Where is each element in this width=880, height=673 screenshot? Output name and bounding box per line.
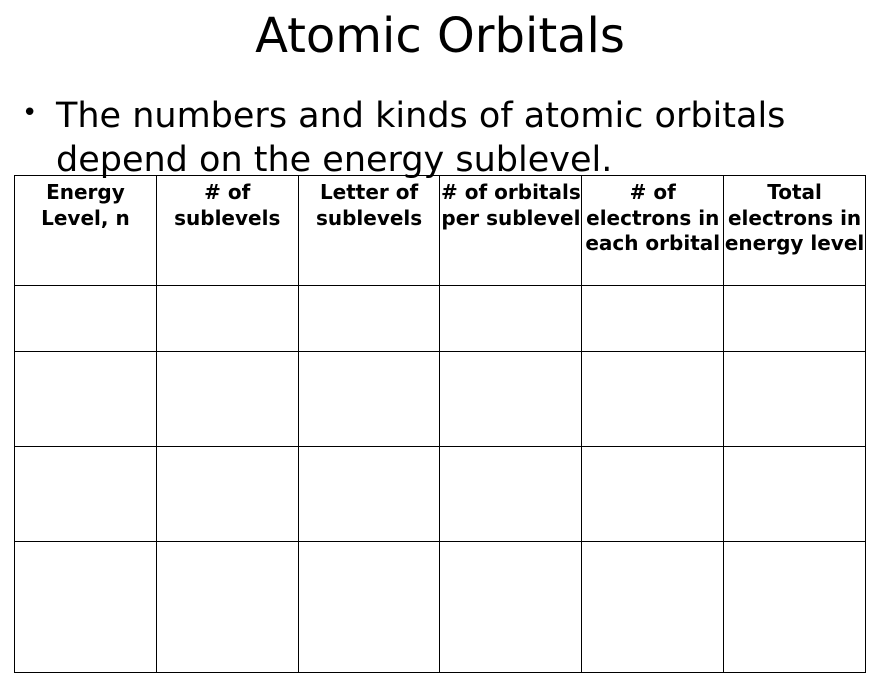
table-cell[interactable] [582,352,724,447]
slide-title: Atomic Orbitals [255,8,625,64]
table-cell[interactable] [440,447,582,542]
header-letter-sublevels: Letter of sublevels [298,176,440,286]
table-cell[interactable] [724,286,866,352]
table-cell[interactable] [15,542,157,673]
table-cell[interactable] [724,447,866,542]
table-cell[interactable] [298,542,440,673]
table-cell[interactable] [15,447,157,542]
table-cell[interactable] [724,352,866,447]
bullet-icon: • [22,98,38,128]
table-cell[interactable] [440,542,582,673]
table-cell[interactable] [582,447,724,542]
orbital-table [14,175,866,673]
table-cell[interactable] [156,286,298,352]
table-cell[interactable] [156,447,298,542]
table-cell[interactable] [582,286,724,352]
header-electrons-per-orbital: # of electrons in each orbital [582,176,724,286]
table-cell[interactable] [440,352,582,447]
table-cell[interactable] [298,352,440,447]
table-cell[interactable] [440,286,582,352]
table-cell[interactable] [298,286,440,352]
header-energy-level: Energy Level, n [15,176,157,286]
header-num-sublevels: # of sublevels [156,176,298,286]
table-row [15,352,866,447]
table-row [15,286,866,352]
header-orbitals-per-sublevel: # of orbitals per sublevel [440,176,582,286]
table-cell[interactable] [156,542,298,673]
table-header-row [15,176,866,286]
table-row [15,542,866,673]
header-total-electrons: Total electrons in energy level [724,176,866,286]
table-cell[interactable] [724,542,866,673]
table-cell[interactable] [582,542,724,673]
table-cell[interactable] [15,286,157,352]
table-cell[interactable] [15,352,157,447]
table-cell[interactable] [156,352,298,447]
table-row [15,447,866,542]
table-cell[interactable] [298,447,440,542]
bullet-text: The numbers and kinds of atomic orbitals depend on the energy sublevel. [56,96,786,180]
